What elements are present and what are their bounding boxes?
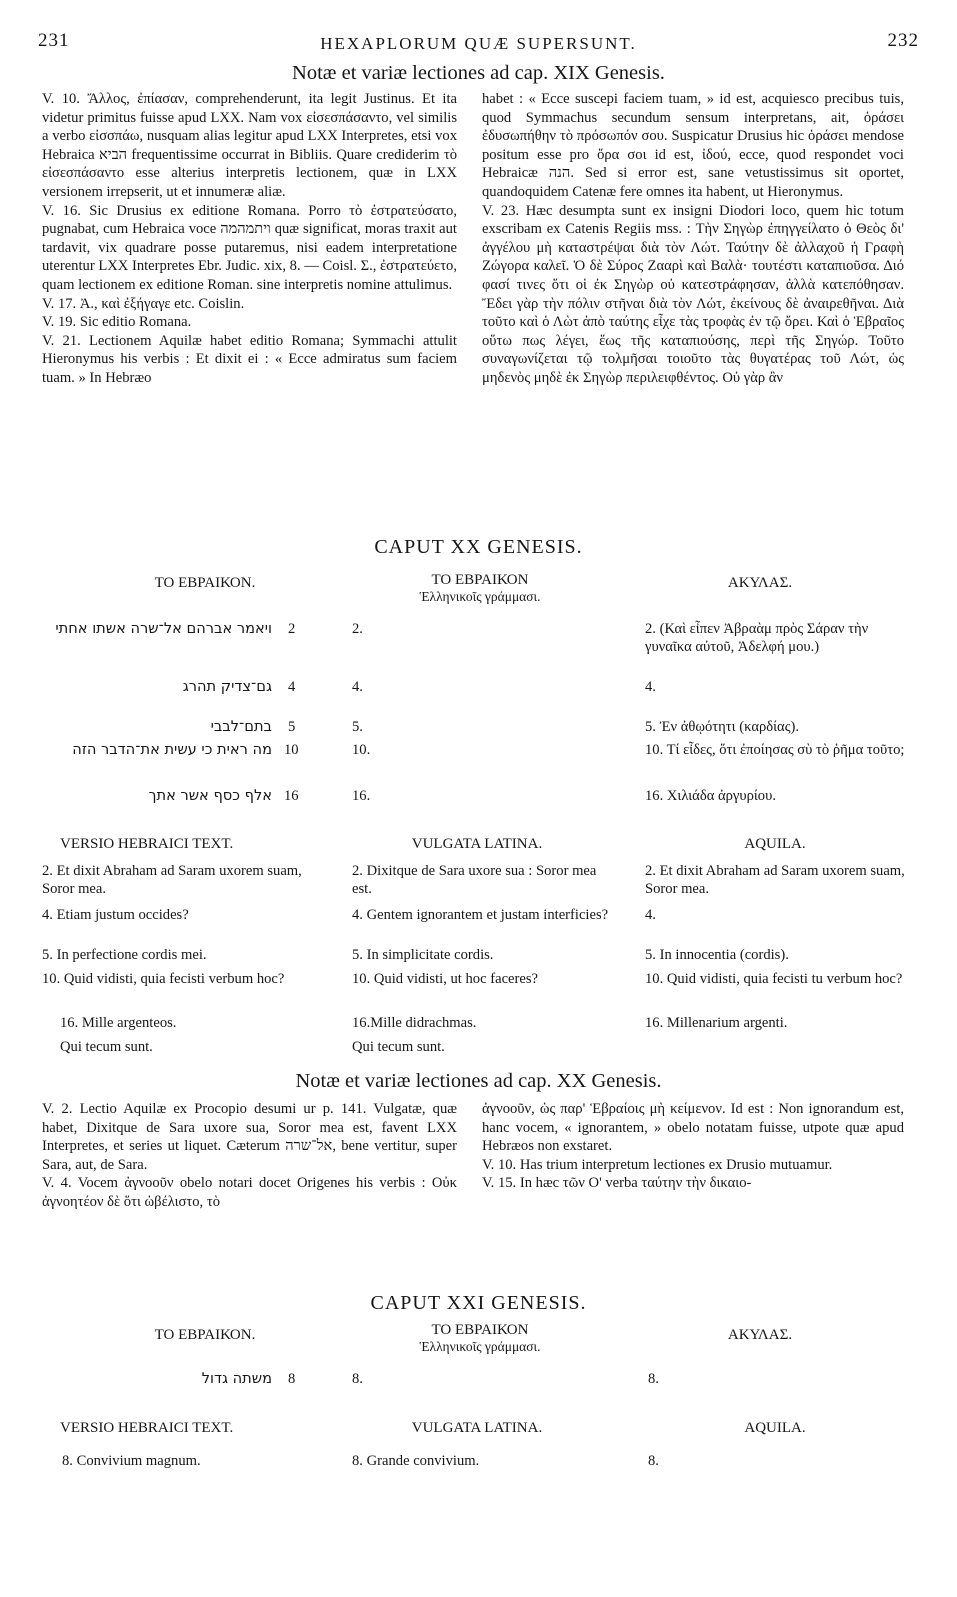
versio-cell: 16. Mille argenteos. <box>60 1015 177 1031</box>
aquila-greek-cell: 10. Τί εἶδες, ὅτι ἐποίησας σὺ τὸ ῥῆμα τοῦτο; <box>645 742 905 758</box>
column-head-aquila-greek: ΑΚΥΛΑΣ. <box>727 575 793 591</box>
note-paragraph: V. 23. Hæc desumpta sunt ex insigni Diodori loco, quem hic totum exscribam ex Catenis Regiis mss. : Τὴν Σηγὼρ ἐπηγγείλατο ὁ Θεὸς δι' ἀγγέλου μὴ καταστρέψαι διὰ τὸν Λώτ. Ταύτην δὲ ἀλλαχοῦ ἡ Γραφὴ Ζώγορα καλεῖ. Ὁ δὲ Σύρος Ζααρὶ καὶ Βαλὰ· τουτέστι καταπιοῦσα. Διό φασί τινες ὅτι οἱ ἐκ Σηγὼρ οὐ κατεστράφησαν, ἀλλὰ κατεπόθησαν. Ἔδει γὰρ τὴν πόλιν στῆναι διὰ τὸν Λώτ, ἐκείνους δὲ ἀναιρεθῆναι. Διὰ τοῦτο καὶ ὁ Λὼτ ἀπὸ ταύτης εἶχε τὰς τροφὰς ἐν τῷ ὄρει. Καὶ ὁ Ἑβραῖος οὕτω πως λέγει, ἕως τῆς καταπιούσης, περὶ τῆς Σηγώρ. Τοῦτο συναγωνίζεται τῷ τολμῆσαι τοιοῦτο τὰς θυγατέρας τοῦ Λώτ, ὡς μηδενὸς μηδὲ ἐκ Σηγὼρ περιλειφθέντος. Οὐ γὰρ ἂν <box>482 202 904 386</box>
aquila-cell: 2. Et dixit Abraham ad Saram uxorem suam, Soror mea. <box>645 863 905 897</box>
vulgata-cell: 2. Dixitque de Sara uxore sua : Soror mea est. <box>352 863 597 897</box>
hebrew-text: משתה גדול <box>201 1370 272 1387</box>
note-paragraph: V. 4. Vocem ἀγνοοῦν obelo notari docet Origenes his verbis : Οὐκ ἀγνοητέον δὲ ὅτι ὠβέλιστο, τὸ <box>42 1175 457 1210</box>
notes-xx-title: Notæ et variæ lectiones ad cap. XX Genesis. <box>295 1070 662 1092</box>
greek-letters-cell: 5. <box>352 719 363 735</box>
versio-cell: 10. Quid vidisti, quia fecisti verbum hoc? <box>42 971 285 987</box>
notes-xix-title: Notæ et variæ lectiones ad cap. XIX Genesis. <box>292 62 665 84</box>
greek-letters-cell: 10. <box>352 742 371 758</box>
hebrew-verse-number: 10 <box>284 742 299 758</box>
hebrew-verse-number: 2 <box>288 621 296 637</box>
column-head-greek-letters-sub: Ἑλληνικοῖς γράμμασι. <box>419 1339 541 1354</box>
note-paragraph: V. 19. Sic editio Romana. <box>42 314 192 331</box>
column-head-vulgata: VULGATA LATINA. <box>411 1420 543 1436</box>
versio-cell: 2. Et dixit Abraham ad Saram uxorem suam, Soror mea. <box>42 863 302 897</box>
hebrew-verse-number: 8 <box>288 1371 296 1387</box>
note-paragraph: V. 15. In hæc τῶν Ο' verba ταύτην τὴν δικαιο- <box>482 1175 752 1192</box>
greek-letters-cell: 8. <box>352 1371 363 1387</box>
aquila-cell: 4. <box>645 907 656 923</box>
column-head-hebrew: ΤΟ ΕΒΡΑΙΚΟΝ. <box>154 1327 256 1343</box>
versio-cell: 4. Etiam justum occides? <box>42 907 189 923</box>
note-paragraph: habet : « Ecce suscepi faciem tuam, » id est, acquiesco precibus tuis, quod Symmachus secundum sensum interpretans, ait, ὁράσει ἐδυσωπήθην τὸ πρόσωπόν σου. Suspicatur Drusius hic ὁράσει mendose positum esse pro ὅρα σοι id est, ἰδού, ecce, quod respondet voci Hebraicæ הנה. Sed si error est, sane vetustissimus sit oportet, quandoquidem Catenæ fere omnes ita habent, ut Hieronymus. <box>482 91 904 200</box>
page-number-right: 232 <box>887 30 919 51</box>
vulgata-cell: 5. In simplicitate cordis. <box>352 947 494 963</box>
vulgata-cell: Qui tecum sunt. <box>352 1039 445 1055</box>
vulgata-cell: 10. Quid vidisti, ut hoc faceres? <box>352 971 539 987</box>
notes-xix-left-column <box>42 90 457 388</box>
hebrew-text: מה ראית כי עשית את־הדבר הזה <box>72 741 272 758</box>
note-paragraph: V. 17. Ἀ., καὶ ἐξήγαγε etc. Coislin. <box>42 295 245 312</box>
column-head-vulgata: VULGATA LATINA. <box>411 836 543 852</box>
note-paragraph: V. 2. Lectio Aquilæ ex Procopio desumi ur p. 141. Vulgatæ, quæ habet, Dixitque de Sara uxore sua, Soror mea est, favent LXX Interpretes, et series ut liquet. Cæterum אל־שרה, bene vertitur, super Sara, aut, de Sara. <box>42 1101 458 1173</box>
vulgata-cell: 16.Mille didrachmas. <box>352 1015 477 1031</box>
hebrew-text: בתם־לבבי <box>210 718 272 735</box>
aquila-cell: 10. Quid vidisti, quia fecisti tu verbum hoc? <box>645 971 903 987</box>
hebrew-verse-number: 4 <box>288 679 296 695</box>
aquila-cell: 5. In innocentia (cordis). <box>645 947 789 963</box>
hebrew-verse-number: 16 <box>284 788 299 804</box>
column-head-greek-letters-title: ΤΟ ΕΒΡΑΙΚΟΝ <box>431 572 529 588</box>
column-head-greek-letters-title: ΤΟ ΕΒΡΑΙΚΟΝ <box>431 1322 529 1338</box>
column-head-versio: VERSIO HEBRAICI TEXT. <box>60 836 234 852</box>
note-paragraph: ἀγνοοῦν, ὡς παρ' Ἑβραίοις μὴ κείμενον. Id est : Non ignorandum est, hanc vocem, « ignorantem, » obelo notatam fuisse, utpote quæ apud Hebræos non exstaret. <box>482 1101 904 1155</box>
column-head-greek-letters <box>360 572 600 605</box>
running-title: HEXAPLORUM QUÆ SUPERSUNT. <box>320 34 637 53</box>
column-head-versio: VERSIO HEBRAICI TEXT. <box>60 1420 234 1436</box>
hebrew-text: אלף כסף אשר אתך <box>148 787 272 804</box>
page-number-left: 231 <box>38 30 70 51</box>
aquila-greek-cell: 8. <box>648 1371 659 1387</box>
notes-xx-right-column <box>482 1100 904 1193</box>
aquila-greek-cell: 16. Χιλιάδα ἀργυρίου. <box>645 788 776 804</box>
vulgata-cell: 8. Grande convivium. <box>352 1453 480 1469</box>
versio-cell: 8. Convivium magnum. <box>62 1453 201 1469</box>
notes-xix-right-column <box>482 90 904 388</box>
column-head-aquila: AQUILA. <box>744 1420 806 1436</box>
column-head-greek-letters-sub: Ἑλληνικοῖς γράμμασι. <box>419 589 541 604</box>
hebrew-verse-number: 5 <box>288 719 296 735</box>
hebrew-text: ויאמר אברהם אל־שרה אשתו אחתי <box>55 620 272 637</box>
column-head-aquila: AQUILA. <box>744 836 806 852</box>
aquila-greek-cell: 4. <box>645 679 656 695</box>
note-paragraph: V. 10. Has trium interpretum lectiones ex Drusio mutuamur. <box>482 1156 833 1173</box>
caput-xx-title: CAPUT XX GENESIS. <box>374 536 583 558</box>
greek-letters-cell: 2. <box>352 621 363 637</box>
caput-xxi-title: CAPUT XXI GENESIS. <box>370 1292 587 1314</box>
greek-letters-cell: 4. <box>352 679 363 695</box>
versio-cell: Qui tecum sunt. <box>60 1039 153 1055</box>
aquila-cell: 8. <box>648 1453 659 1469</box>
notes-xx-left-column <box>42 1100 457 1212</box>
column-head-greek-letters <box>360 1322 600 1355</box>
column-head-aquila-greek: ΑΚΥΛΑΣ. <box>727 1327 793 1343</box>
note-paragraph: V. 10. Ἄλλος, ἐπίασαν, comprehenderunt, ita legit Justinus. Et ita videtur primitus fuisse apud LXX. Nam vox εἰσεσπάσαντο, vel similis a verbo εἰσσπάω, nusquam alias legitur apud LXX Interpretes, etsi vox Hebraica הביא frequentissime occurrat in Bibliis. Quare crediderim τὸ εἰσεσπάσαντο esse alterius interpretis lectionem, quæ in LXX versionem irrepserit, ut et innumeræ aliæ. <box>42 91 458 200</box>
note-paragraph: V. 16. Sic Drusius ex editione Romana. Porro τὸ ἐστρατεύσατο, pugnabat, cum Hebraica voce ויתמהמה quæ significat, moras traxit aut tardavit, vix quadrare posse putaremus, nisi eadem interpretatione uterentur LXX Interpretes Ebr. Judic. xix, 8. — Coisl. Σ., ἐστρατεύετο, quam lectionem ex editione Roman. sine interpretis nomine attulimus. <box>42 202 457 293</box>
versio-cell: 5. In perfectione cordis mei. <box>42 947 207 963</box>
hebrew-text: גם־צדיק תהרג <box>182 678 272 695</box>
aquila-greek-cell: 2. (Καὶ εἶπεν Ἀβραὰμ πρὸς Σάραν τὴν γυναῖκα αὐτοῦ, Ἀδελφή μου.) <box>645 621 869 655</box>
aquila-cell: 16. Millenarium argenti. <box>645 1015 788 1031</box>
aquila-greek-cell: 5. Ἐν ἀθῳότητι (καρδίας). <box>645 719 799 735</box>
note-paragraph: V. 21. Lectionem Aquilæ habet editio Romana; Symmachi attulit Hieronymus his verbis : Et dixit ei : « Ecce admiratus sum faciem tuam. » In Hebræo <box>42 332 457 386</box>
vulgata-cell: 4. Gentem ignorantem et justam interficies? <box>352 907 609 923</box>
column-head-hebrew: ΤΟ ΕΒΡΑΙΚΟΝ. <box>154 575 256 591</box>
greek-letters-cell: 16. <box>352 788 371 804</box>
